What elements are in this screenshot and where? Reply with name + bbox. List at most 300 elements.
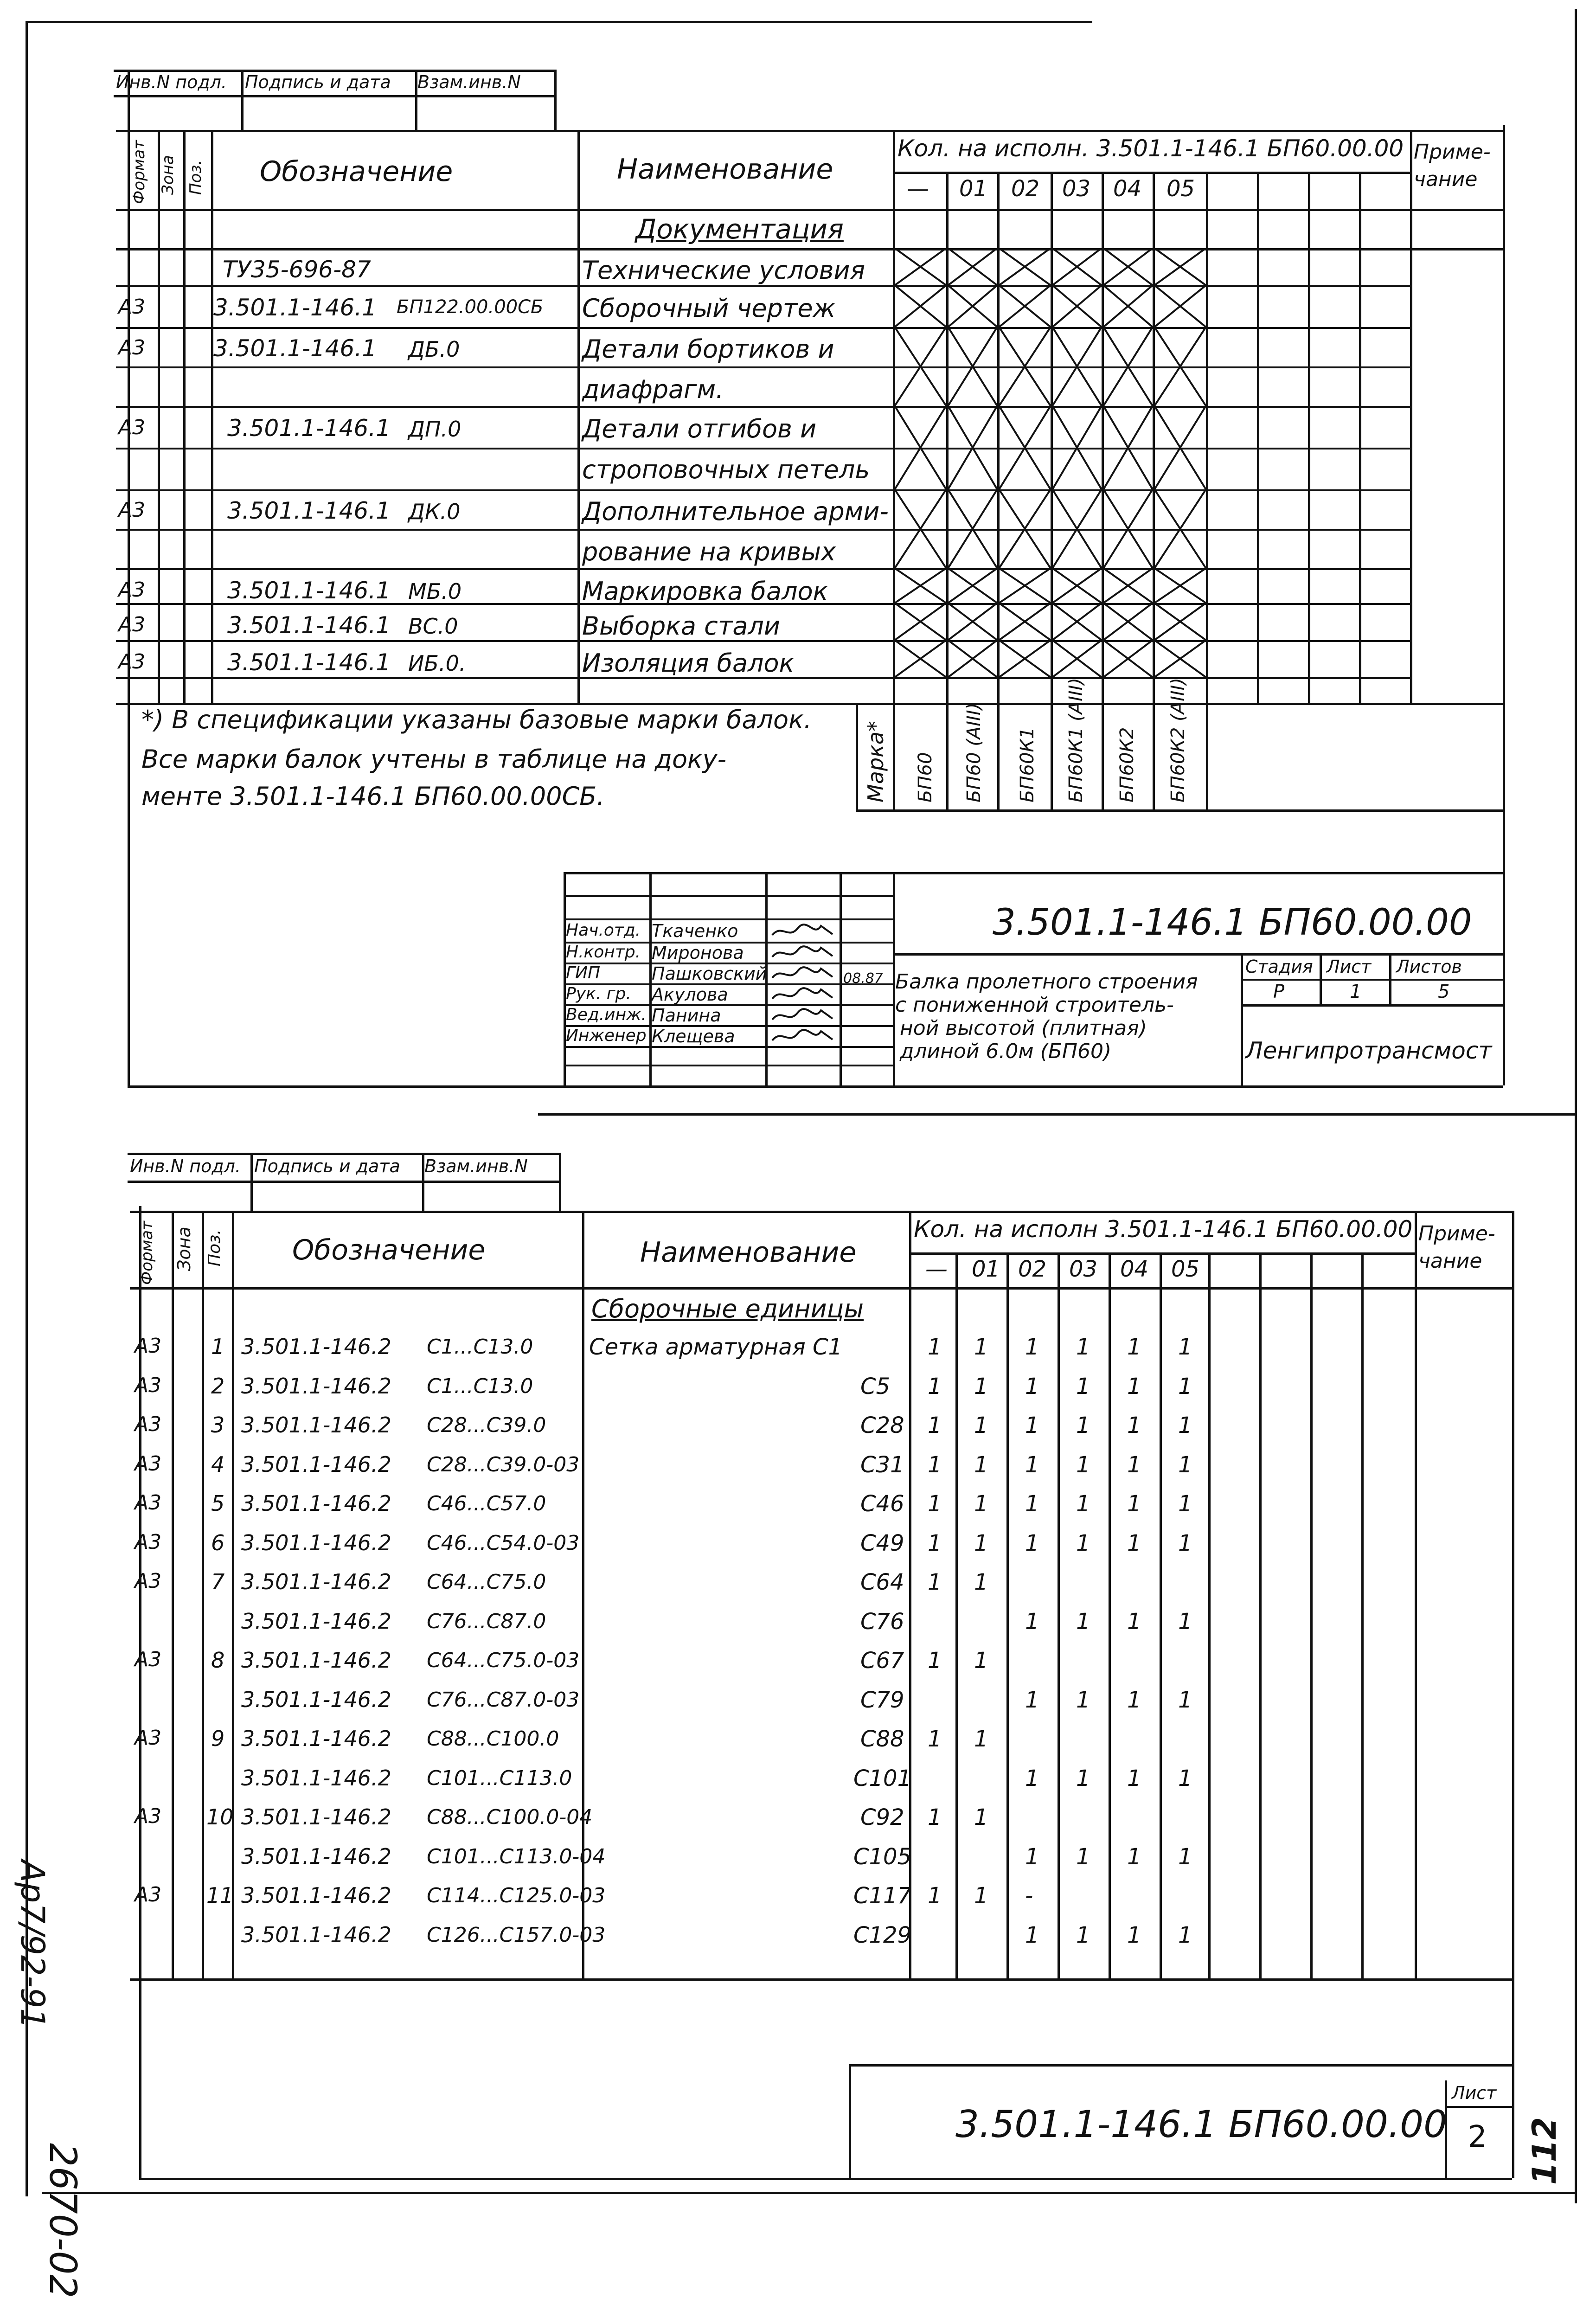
qty-cell: 1 [1127, 1412, 1141, 1438]
footer-doc-number: 3.501.1-146.1 БП60.00.00 [955, 2103, 1447, 2146]
signature [770, 964, 835, 983]
row-name: С92 [860, 1804, 904, 1830]
margin-page-number: 112 [1525, 2117, 1564, 2185]
row-designation: 3.501.1-146.1 [227, 577, 391, 604]
row-format: А3 [135, 1726, 162, 1750]
cross-mark [1154, 285, 1206, 327]
cross-mark [1103, 285, 1153, 327]
cross-mark [895, 285, 946, 327]
qty-cell: 1 [1025, 1765, 1039, 1791]
row-name: С64 [860, 1569, 904, 1595]
header2-name: Наименование [640, 1236, 857, 1269]
title-name-2: с пониженной строитель- [895, 993, 1174, 1017]
row-position: 10 [206, 1804, 234, 1829]
mark-label: БП60К1 [1017, 727, 1038, 802]
cross-mark [895, 248, 946, 285]
stamp2-sign: Подпись и дата [254, 1156, 400, 1176]
variant-header: 02 [1018, 1256, 1047, 1282]
title-name-1: Балка пролетного строения [895, 970, 1198, 994]
row-name: Детали отгибов и [582, 414, 817, 443]
cross-mark [999, 327, 1051, 406]
row-format: А3 [135, 1804, 162, 1828]
row-name: Изоляция балок [582, 648, 795, 678]
qty-cell: 1 [1178, 1609, 1192, 1635]
row-position: 8 [211, 1648, 225, 1673]
person-role: Инженер [566, 1026, 647, 1045]
row-designation: 3.501.1-146.1 [213, 335, 377, 362]
sheets-value: 5 [1438, 981, 1450, 1002]
qty-cell: 1 [1025, 1609, 1039, 1635]
cross-mark [1154, 603, 1206, 640]
row-code: ИБ.0. [408, 651, 466, 676]
qty-cell: 1 [974, 1491, 988, 1517]
row-line [116, 327, 1410, 329]
stamp-vzam: Взам.инв.N [417, 72, 521, 92]
qty-cell: 1 [1025, 1530, 1039, 1556]
row-code: С126...С157.0-03 [427, 1923, 606, 1947]
cross-mark [1154, 248, 1206, 285]
mark-label: БП60К2 (АIII) [1167, 678, 1189, 802]
row-code: С76...С87.0 [427, 1610, 546, 1633]
qty-cell: 1 [974, 1334, 988, 1360]
person-name: Панина [652, 1005, 721, 1026]
person-role: Вед.инж. [566, 1005, 647, 1024]
qty-cell: 1 [974, 1569, 988, 1595]
row-name: С49 [860, 1530, 904, 1556]
row-position: 9 [211, 1726, 225, 1751]
row-position: 1 [211, 1334, 225, 1359]
note-line-1: *) В спецификации указаны базовые марки балок. [141, 705, 812, 734]
row-code: С64...С75.0-03 [427, 1649, 580, 1672]
cross-mark [1052, 248, 1102, 285]
row-designation: 3.501.1-146.2 [241, 1334, 391, 1359]
variant-header: 02 [1011, 176, 1040, 202]
row-code: БП122.00.00СБ [397, 296, 544, 318]
row-name: С5 [860, 1374, 891, 1399]
qty-cell: 1 [928, 1569, 942, 1595]
row-code: ДП.0 [408, 417, 461, 442]
cross-mark [1103, 640, 1153, 677]
row-position: 5 [211, 1491, 225, 1516]
cross-mark [895, 603, 946, 640]
cross-mark [1103, 568, 1153, 603]
row-format: А3 [135, 1883, 162, 1906]
row-name: С79 [860, 1687, 904, 1713]
qty-cell: 1 [1025, 1491, 1039, 1517]
cross-mark [999, 406, 1051, 489]
cross-mark [1052, 406, 1102, 489]
row-position: 7 [211, 1569, 225, 1594]
qty-cell: 1 [1178, 1412, 1192, 1438]
footer-sheet-header: Лист [1452, 2083, 1497, 2103]
row-name: С46 [860, 1491, 904, 1517]
qty-cell: 1 [1076, 1334, 1090, 1360]
person-role: ГИП [566, 963, 601, 982]
row-name: Выборка стали [582, 611, 781, 641]
qty-cell: 1 [928, 1491, 942, 1517]
row-designation: 3.501.1-146.2 [241, 1922, 391, 1947]
qty-cell: - [1025, 1883, 1033, 1909]
row-name: Сетка арматурная С1 [589, 1334, 842, 1360]
qty-cell: 1 [1025, 1412, 1039, 1438]
qty-cell: 1 [928, 1412, 942, 1438]
row-designation: 3.501.1-146.2 [241, 1530, 391, 1555]
cross-mark [1154, 406, 1206, 489]
cross-mark [948, 327, 997, 406]
row-designation: 3.501.1-146.1 [227, 415, 391, 442]
qty-cell: 1 [974, 1412, 988, 1438]
row-designation: 3.501.1-146.2 [241, 1726, 391, 1751]
qty-cell: 1 [928, 1804, 942, 1830]
row-designation: 3.501.1-146.2 [241, 1804, 391, 1829]
qty-cell: 1 [1127, 1530, 1141, 1556]
row-format: А3 [118, 613, 146, 636]
stamp2-inv: Инв.N подл. [130, 1156, 241, 1176]
row-designation: 3.501.1-146.2 [241, 1569, 391, 1594]
cross-mark [1052, 285, 1102, 327]
cross-mark [948, 489, 997, 568]
row-code: С1...С13.0 [427, 1335, 533, 1359]
header-qty-title: Кол. на исполн. 3.501.1-146.1 БП60.00.00 [897, 135, 1404, 162]
cross-mark [1154, 568, 1206, 603]
row-line [116, 529, 1410, 531]
row-designation: 3.501.1-146.2 [241, 1452, 391, 1477]
row-name: С129 [853, 1922, 912, 1948]
header-note: Приме- чание [1414, 140, 1491, 192]
qty-cell: 1 [974, 1530, 988, 1556]
header2-designation: Обозначение [292, 1234, 486, 1266]
signature [770, 1027, 835, 1046]
qty-cell: 1 [1076, 1530, 1090, 1556]
variant-header: 03 [1069, 1256, 1098, 1282]
header-pos: Поз. [186, 160, 205, 195]
cross-mark [999, 285, 1051, 327]
mark-label: БП60 (АIII) [963, 702, 985, 802]
row-designation: 3.501.1-146.2 [241, 1687, 391, 1712]
section2-title: Сборочные единицы [591, 1294, 864, 1323]
qty-cell: 1 [1127, 1334, 1141, 1360]
qty-cell: 1 [1127, 1844, 1141, 1870]
person-name: Ткаченко [652, 921, 738, 941]
person-name: Клещева [652, 1026, 735, 1046]
row-code: С1...С13.0 [427, 1374, 533, 1398]
row-designation: 3.501.1-146.2 [241, 1765, 391, 1791]
row-format: А3 [135, 1530, 162, 1554]
qty-cell: 1 [928, 1883, 942, 1909]
cross-mark [1103, 603, 1153, 640]
header2-pos: Поз. [205, 1229, 224, 1266]
qty-cell: 1 [974, 1374, 988, 1399]
row-name: С31 [860, 1452, 904, 1478]
row-code: С28...С39.0 [427, 1413, 546, 1437]
qty-cell: 1 [1127, 1491, 1141, 1517]
row-designation: 3.501.1-146.2 [241, 1648, 391, 1673]
qty-cell: 1 [1178, 1844, 1192, 1870]
cross-mark [1052, 327, 1102, 406]
row-format: А3 [118, 416, 146, 439]
qty-cell: 1 [1178, 1334, 1192, 1360]
cross-mark [1103, 327, 1153, 406]
row-designation: 3.501.1-146.2 [241, 1491, 391, 1516]
qty-cell: 1 [1076, 1609, 1090, 1635]
footer-sheet-value: 2 [1468, 2120, 1487, 2154]
stage-header: Стадия [1245, 956, 1313, 977]
qty-cell: 1 [974, 1883, 988, 1909]
header2-qty-title: Кол. на исполн 3.501.1-146.1 БП60.00.00 [914, 1216, 1413, 1243]
row-line [116, 489, 1410, 491]
signature [770, 921, 835, 941]
row-designation: 3.501.1-146.2 [241, 1374, 391, 1399]
qty-cell: 1 [1127, 1609, 1141, 1635]
cross-mark [1154, 640, 1206, 677]
header2-note: Приме- чание [1418, 1222, 1495, 1273]
qty-cell: 1 [1076, 1452, 1090, 1478]
cross-mark [948, 285, 997, 327]
cross-mark [895, 489, 946, 568]
row-name: Детали бортиков и [582, 334, 834, 364]
qty-cell: 1 [1178, 1765, 1192, 1791]
row-code: ВС.0 [408, 614, 458, 639]
row-format: А3 [135, 1412, 162, 1436]
stamp2-vzam: Взам.инв.N [424, 1156, 528, 1176]
row-line [893, 677, 1206, 679]
signature [770, 943, 835, 963]
row-name: С67 [860, 1648, 904, 1674]
cross-mark [1052, 603, 1102, 640]
qty-cell: 1 [974, 1648, 988, 1674]
qty-cell: 1 [1076, 1412, 1090, 1438]
row-format: А3 [135, 1374, 162, 1397]
header-zone: Зона [159, 155, 177, 195]
cross-mark [999, 248, 1051, 285]
cross-mark [948, 248, 997, 285]
row-name: строповочных петель [582, 455, 870, 484]
title-date-mark: 08.87 [843, 970, 883, 987]
row-name: Технические условия [582, 256, 865, 285]
row-line [116, 448, 1410, 449]
margin-archive-a: 2670-02 [41, 2143, 84, 2298]
mark-label: БП60К2 [1116, 727, 1138, 802]
person-name: Пашковский [652, 963, 767, 984]
qty-cell: 1 [1178, 1922, 1192, 1948]
row-format: А3 [135, 1334, 162, 1358]
qty-cell: 1 [1025, 1334, 1039, 1360]
qty-cell: 1 [974, 1726, 988, 1752]
person-name: Акулова [652, 984, 728, 1005]
row-code: С114...С125.0-03 [427, 1884, 606, 1907]
qty-cell: 1 [1127, 1452, 1141, 1478]
cross-mark [1103, 406, 1153, 489]
cross-mark [895, 327, 946, 406]
person-name: Миронова [652, 943, 744, 963]
qty-cell: 1 [928, 1648, 942, 1674]
cross-mark [1052, 489, 1102, 568]
sheet-header: Лист [1327, 956, 1372, 977]
qty-cell: 1 [928, 1374, 942, 1399]
row-code: С101...С113.0 [427, 1766, 572, 1790]
cross-mark [999, 603, 1051, 640]
variant-header: 04 [1113, 176, 1142, 202]
cross-mark [999, 568, 1051, 603]
qty-cell: 1 [1178, 1687, 1192, 1713]
row-format: А3 [118, 336, 146, 359]
row-line [116, 285, 1410, 287]
row-designation: 3.501.1-146.1 [227, 612, 391, 639]
qty-cell: 1 [1025, 1374, 1039, 1399]
qty-cell: 1 [1178, 1530, 1192, 1556]
row-designation: 3.501.1-146.2 [241, 1609, 391, 1634]
row-format: А3 [135, 1648, 162, 1671]
variant-header: 03 [1062, 176, 1091, 202]
row-code: С28...С39.0-03 [427, 1453, 580, 1476]
qty-cell: 1 [928, 1334, 942, 1360]
row-code: С46...С54.0-03 [427, 1531, 580, 1555]
qty-cell: 1 [928, 1452, 942, 1478]
mark-label: БП60 [915, 752, 936, 802]
variant-header: — [925, 1256, 948, 1282]
cross-mark [1154, 489, 1206, 568]
header-designation: Обозначение [260, 155, 453, 188]
sheet-value: 1 [1350, 981, 1362, 1002]
row-name: диафрагм. [582, 375, 724, 404]
cross-mark [895, 406, 946, 489]
qty-cell: 1 [1076, 1765, 1090, 1791]
row-name: Маркировка балок [582, 577, 828, 606]
row-name: С105 [853, 1844, 912, 1870]
cross-mark [895, 568, 946, 603]
qty-cell: 1 [1025, 1922, 1039, 1948]
row-code: С46...С57.0 [427, 1492, 546, 1515]
qty-cell: 1 [928, 1530, 942, 1556]
stamp-inv: Инв.N подл. [116, 72, 227, 92]
cross-mark [948, 568, 997, 603]
row-name: С117 [853, 1883, 912, 1909]
stamp-sign: Подпись и дата [245, 72, 391, 92]
qty-cell: 1 [1178, 1374, 1192, 1399]
qty-cell: 1 [1076, 1844, 1090, 1870]
qty-cell: 1 [1127, 1687, 1141, 1713]
row-position: 11 [206, 1883, 234, 1908]
row-name: Сборочный чертеж [582, 294, 836, 323]
cross-mark [948, 406, 997, 489]
qty-cell: 1 [928, 1726, 942, 1752]
row-format: А3 [118, 578, 146, 602]
row-designation: ТУ35-696-87 [223, 256, 371, 283]
stage-value: Р [1273, 981, 1285, 1002]
row-designation: 3.501.1-146.2 [241, 1844, 391, 1869]
row-designation: 3.501.1-146.1 [227, 649, 391, 676]
cross-mark [1052, 568, 1102, 603]
row-name: Дополнительное арми- [582, 497, 889, 526]
row-format: А3 [135, 1452, 162, 1476]
signature [770, 1006, 835, 1025]
cross-mark [999, 489, 1051, 568]
qty-cell: 1 [1025, 1687, 1039, 1713]
row-line [116, 248, 1503, 250]
row-format: А3 [118, 650, 146, 674]
row-format: А3 [118, 498, 146, 522]
row-designation: 3.501.1-146.2 [241, 1883, 391, 1908]
row-designation: 3.501.1-146.1 [227, 497, 391, 524]
cross-mark [948, 640, 997, 677]
qty-cell: 1 [1025, 1452, 1039, 1478]
row-line [116, 406, 1410, 408]
header2-zone: Зона [174, 1226, 194, 1271]
cross-mark [1154, 327, 1206, 406]
margin-archive-b: Ар7/92-91 [13, 1860, 51, 2029]
row-code: С88...С100.0 [427, 1727, 559, 1751]
variant-header: 04 [1120, 1256, 1149, 1282]
note-line-3: менте 3.501.1-146.1 БП60.00.00СБ. [141, 782, 605, 811]
row-name: рование на кривых [582, 537, 836, 566]
qty-cell: 1 [1076, 1374, 1090, 1399]
row-position: 4 [211, 1452, 225, 1477]
qty-cell: 1 [1127, 1374, 1141, 1399]
signature [770, 985, 835, 1004]
row-position: 3 [211, 1412, 225, 1438]
row-name: С101 [853, 1765, 912, 1791]
header2-format: Формат [138, 1221, 156, 1285]
row-name: С76 [860, 1609, 904, 1635]
row-line [116, 366, 1410, 368]
row-code: С76...С87.0-03 [427, 1688, 580, 1712]
row-code: С88...С100.0-04 [427, 1805, 593, 1829]
header-format: Формат [130, 140, 148, 204]
organization: Ленгипротрансмост [1245, 1037, 1492, 1064]
section-title: Документация [635, 213, 844, 245]
row-designation: 3.501.1-146.2 [241, 1412, 391, 1438]
row-line [116, 568, 1410, 570]
cross-mark [1052, 640, 1102, 677]
variant-header: 01 [959, 176, 988, 202]
variant-header: 05 [1171, 1256, 1200, 1282]
cross-mark [1103, 248, 1153, 285]
person-role: Рук. гр. [566, 984, 631, 1003]
sheets-header: Листов [1396, 956, 1462, 977]
cross-mark [948, 603, 997, 640]
qty-cell: 1 [1076, 1491, 1090, 1517]
row-code: С64...С75.0 [427, 1570, 546, 1594]
header-name: Наименование [617, 153, 833, 186]
row-code: ДБ.0 [408, 337, 460, 362]
person-role: Нач.отд. [566, 921, 641, 940]
qty-cell: 1 [974, 1804, 988, 1830]
cross-mark [1103, 489, 1153, 568]
variant-header: 01 [972, 1256, 1000, 1282]
row-code: С101...С113.0-04 [427, 1845, 606, 1868]
qty-cell: 1 [1025, 1844, 1039, 1870]
row-position: 2 [211, 1374, 225, 1399]
row-name: С28 [860, 1412, 904, 1438]
qty-cell: 1 [1127, 1765, 1141, 1791]
row-code: МБ.0 [408, 579, 462, 604]
row-format: А3 [135, 1491, 162, 1515]
marka-label: Марка* [863, 720, 888, 802]
row-format: А3 [135, 1569, 162, 1593]
row-format: А3 [118, 295, 146, 319]
qty-cell: 1 [974, 1452, 988, 1478]
qty-cell: 1 [1076, 1922, 1090, 1948]
note-line-2: Все марки балок учтены в таблице на доку- [141, 745, 727, 774]
row-code: ДК.0 [408, 499, 461, 524]
qty-cell: 1 [1127, 1922, 1141, 1948]
row-name: С88 [860, 1726, 904, 1752]
title-doc-number: 3.501.1-146.1 БП60.00.00 [993, 902, 1472, 944]
qty-cell: 1 [1178, 1491, 1192, 1517]
qty-cell: 1 [1178, 1452, 1192, 1478]
person-role: Н.контр. [566, 943, 641, 962]
variant-header: 05 [1167, 176, 1195, 202]
